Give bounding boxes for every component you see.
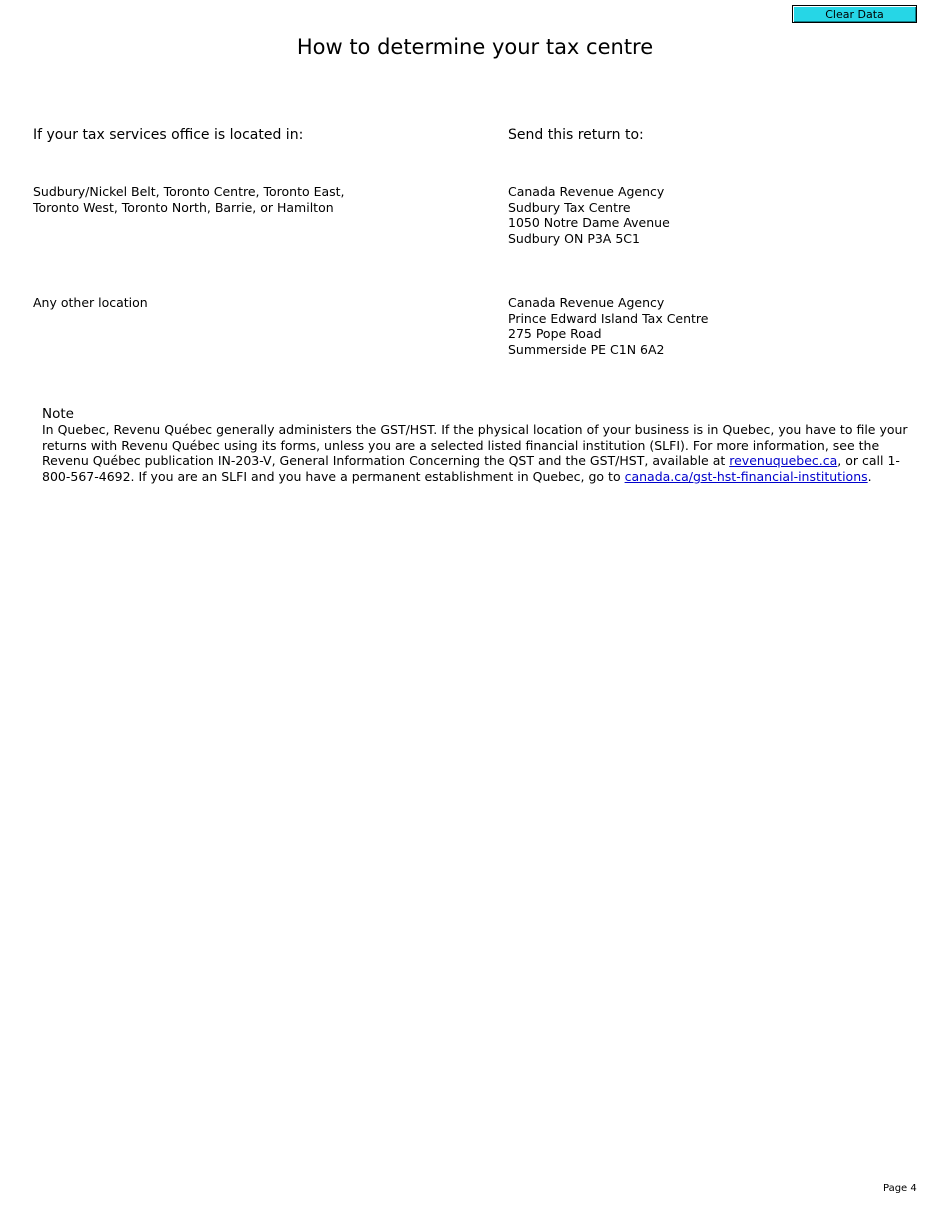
- revenuquebec-link[interactable]: revenuquebec.ca: [729, 453, 838, 469]
- address-line: 275 Pope Road: [508, 326, 602, 341]
- note-text: .: [867, 468, 872, 484]
- address-line: Summerside PE C1N 6A2: [508, 341, 665, 357]
- address-line: 1050 Notre Dame Avenue: [508, 215, 670, 230]
- location-line: Any other location: [33, 295, 148, 310]
- address-line: Canada Revenue Agency: [508, 184, 665, 199]
- quebec-note: [42, 406, 908, 484]
- address-line: Sudbury ON P3A 5C1: [508, 230, 640, 246]
- location-other: [33, 295, 148, 311]
- address-sudbury-tax-centre: [508, 184, 670, 246]
- address-line: Sudbury Tax Centre: [508, 199, 631, 215]
- clear-data-button[interactable]: Clear Data: [792, 5, 917, 23]
- financial-institutions-link[interactable]: canada.ca/gst-hst-financial-institutions: [624, 468, 868, 484]
- address-line: Canada Revenue Agency: [508, 295, 665, 310]
- note-text: In Quebec, Revenu Québec generally administers the GST/HST. If the physical location of your business is in Quebec, you have to file your returns with Revenu Québec using its forms, unless you are a selected listed financial institution (SLFI). For more information, see the Revenu Québec publication IN-203-V, General Information Concerning the QST and the GST/HST, available at: [42, 422, 908, 469]
- location-line: Sudbury/Nickel Belt, Toronto Centre, Toronto East,: [33, 184, 345, 199]
- address-pei-tax-centre: [508, 295, 709, 357]
- location-line: Toronto West, Toronto North, Barrie, or Hamilton: [33, 199, 334, 215]
- note-title: Note: [42, 406, 74, 422]
- location-column-header: If your tax services office is located in:: [33, 127, 304, 143]
- note-body: [42, 422, 908, 484]
- address-line: Prince Edward Island Tax Centre: [508, 310, 709, 326]
- page-title: How to determine your tax centre: [296, 35, 654, 59]
- location-sudbury: [33, 184, 345, 215]
- note-text: , or call 1-800-567-4692. If you are an SLFI and you have a permanent establishment in Quebec, go to: [42, 453, 900, 484]
- send-to-column-header: Send this return to:: [508, 127, 644, 143]
- page-number: Page 4: [883, 1183, 917, 1194]
